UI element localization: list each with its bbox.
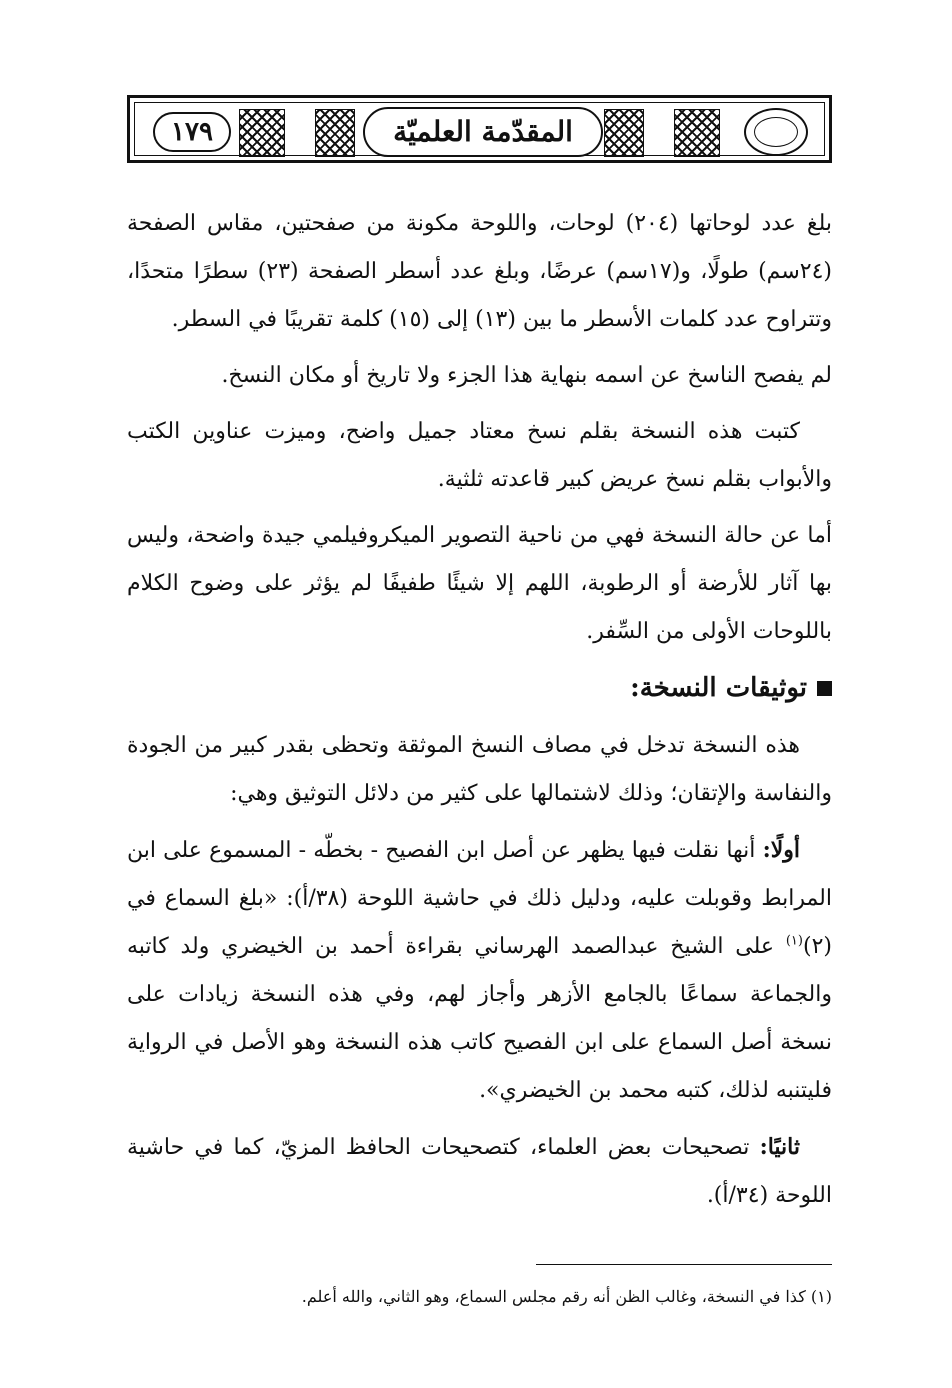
publisher-seal-icon <box>744 108 808 156</box>
second-proof-lead: ثانيًا: <box>759 1134 800 1160</box>
page-header <box>127 95 832 163</box>
ornament-right-1 <box>674 109 720 157</box>
second-proof-text: تصحيحات بعض العلماء، كتصحيحات الحافظ المزيّ، كما في حاشية اللوحة (٣٤/أ). <box>127 1135 832 1208</box>
ornament-left-1 <box>239 109 285 157</box>
title-cartouche <box>363 107 603 157</box>
paragraph-second-proof <box>127 1123 832 1220</box>
footnote-divider <box>536 1264 832 1265</box>
first-proof-text-b: على الشيخ عبدالصمد الهرساني بقراءة أحمد بن الخيضري ولد كاتبه والجماعة سماعًا بالجامع الأزهر وأجاز لهم، وفي هذه النسخة زيادات على نسخة أصل السماع على ابن الفصيح كاتب هذه النسخة وهو الأصل في الرواية فليتنبه لذلك، كتبه محمد بن الخيضري». <box>127 934 832 1103</box>
section-heading-text: توثيقات النسخة: <box>630 673 807 703</box>
square-bullet-icon <box>817 681 832 696</box>
paragraph-script: كتبت هذه النسخة بقلم نسخ معتاد جميل واضح، وميزت عناوين الكتب والأبواب بقلم نسخ عريض كبير قاعدته ثلثية. <box>127 419 832 492</box>
footnote-reference[interactable]: (١) <box>785 933 803 949</box>
paragraph-copyist: لم يفصح الناسخ عن اسمه بنهاية هذا الجزء ولا تاريخ أو مكان النسخ. <box>221 363 832 388</box>
main-text <box>127 200 832 1228</box>
paragraph-condition: أما عن حالة النسخة فهي من ناحية التصوير الميكروفيلمي جيدة واضحة، وليس بها آثار للأرضة أو الرطوبة، اللهم إلا شيئًا طفيفًا لم يؤثر على وضوح الكلام باللوحات الأولى من السِّفر. <box>127 523 832 644</box>
paragraph-dimensions: بلغ عدد لوحاتها (٢٠٤) لوحات، واللوحة مكونة من صفحتين، مقاس الصفحة (٢٤سم) طولًا، و(١٧سم) عرضًا، وبلغ عدد أسطر الصفحة (٢٣) سطرًا متحدًا، وتتراوح عدد كلمات الأسطر ما بين (١٣) إلى (١٥) كلمة تقريبًا في السطر. <box>127 211 832 332</box>
first-proof-lead: أولًا: <box>762 837 800 863</box>
paragraph-first-proof <box>127 826 832 1115</box>
paragraph-authentication-intro: هذه النسخة تدخل في مصاف النسخ الموثقة وتحظى بقدر كبير من الجودة والنفاسة والإتقان؛ وذلك لاشتمالها على كثير من دلائل التوثيق وهي: <box>127 733 832 806</box>
ornament-right-2 <box>604 109 644 157</box>
first-proof-text-a: أنها نقلت فيها يظهر عن أصل ابن الفصيح - بخطّه - المسموع على ابن المرابط وقوبلت عليه، ودليل ذلك في حاشية اللوحة (٣٨/أ): «بلغ السماع في (٢) <box>127 838 832 959</box>
page-number: ١٧٩ <box>171 117 213 147</box>
running-title: المقدّمة العلميّة <box>393 115 573 148</box>
footnote: (١) كذا في النسخة، وغالب الظن أنه رقم مجلس السماع، وهو الثاني، والله أعلم. <box>301 1287 832 1306</box>
page-number-oval <box>153 112 231 152</box>
header-inner-frame <box>134 102 825 156</box>
section-heading <box>127 664 832 712</box>
ornament-left-2 <box>315 109 355 157</box>
